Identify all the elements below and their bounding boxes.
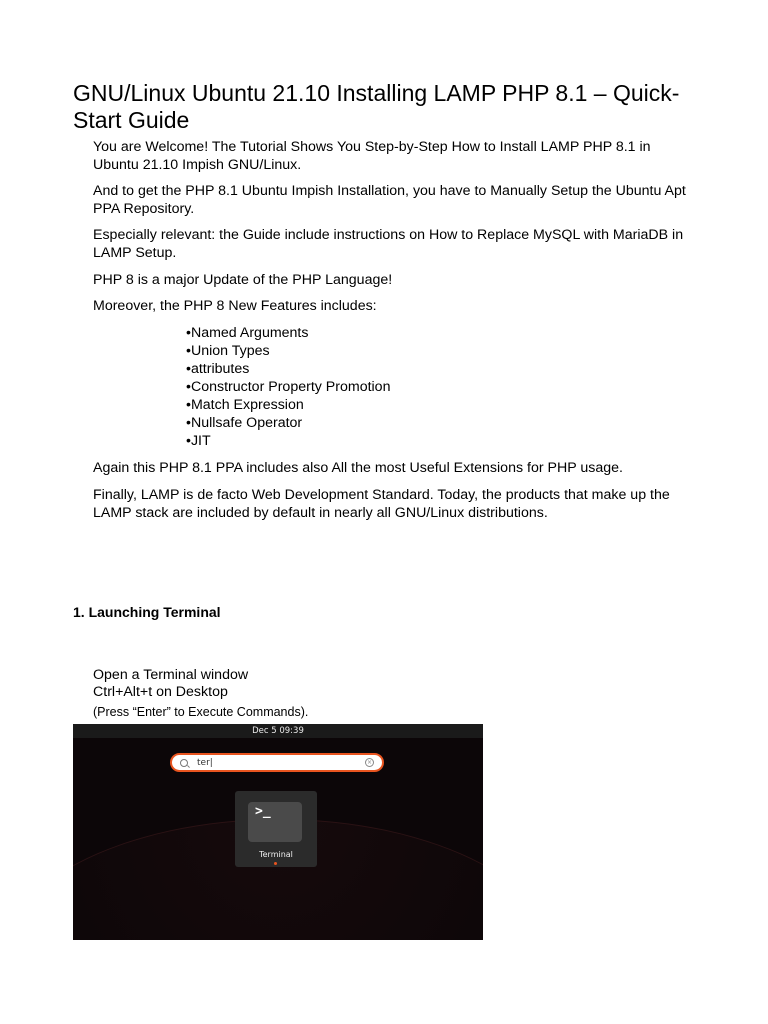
top-bar-clock: Dec 5 09:39 bbox=[73, 724, 483, 738]
list-item: •Nullsafe Operator bbox=[186, 415, 303, 431]
instruction-open-terminal: Open a Terminal window bbox=[93, 667, 249, 683]
features-intro-paragraph: Moreover, the PHP 8 New Features includes: bbox=[93, 298, 377, 314]
php8-paragraph: PHP 8 is a major Update of the PHP Language! bbox=[93, 272, 393, 288]
search-value: ter| bbox=[197, 758, 213, 768]
list-item: •Named Arguments bbox=[186, 325, 309, 341]
list-item: •Union Types bbox=[186, 343, 270, 359]
list-item: •attributes bbox=[186, 361, 250, 377]
app-label: Terminal bbox=[259, 850, 293, 859]
list-item: •JIT bbox=[186, 433, 211, 449]
extensions-paragraph: Again this PHP 8.1 PPA includes also All the most Useful Extensions for PHP usage. bbox=[93, 460, 623, 476]
document-title: GNU/Linux Ubuntu 21.10 Installing LAMP PHP 8.1 – Quick-Start Guide bbox=[73, 80, 680, 133]
instruction-note: (Press “Enter” to Execute Commands). bbox=[93, 705, 309, 719]
terminal-prompt-glyph: >_ bbox=[255, 804, 271, 819]
section-heading: 1. Launching Terminal bbox=[73, 604, 221, 620]
search-icon bbox=[180, 759, 188, 767]
ppa-paragraph: And to get the PHP 8.1 Ubuntu Impish Installation, you have to Manually Setup the Ubuntu Apt PPA Repository. bbox=[93, 183, 686, 217]
terminal-launch-screenshot bbox=[73, 724, 483, 940]
terminal-app-icon bbox=[248, 802, 302, 842]
features-list bbox=[186, 324, 390, 450]
running-indicator bbox=[274, 862, 277, 865]
list-item: •Constructor Property Promotion bbox=[186, 379, 391, 395]
list-item: •Match Expression bbox=[186, 397, 304, 413]
clear-icon[interactable]: × bbox=[366, 759, 373, 766]
intro-paragraph: You are Welcome! The Tutorial Shows You Step-by-Step How to Install LAMP PHP 8.1 in Ubuntu 21.10 Impish GNU/Linux. bbox=[93, 139, 651, 173]
terminal-app-tile[interactable] bbox=[235, 791, 317, 867]
lamp-standard-paragraph: Finally, LAMP is de facto Web Development Standard. Today, the products that make up the LAMP stack are included by default in nearly all GNU/Linux distributions. bbox=[93, 487, 670, 521]
mariadb-paragraph: Especially relevant: the Guide include instructions on How to Replace MySQL with MariaDB in LAMP Setup. bbox=[93, 227, 684, 261]
search-input[interactable] bbox=[170, 753, 384, 772]
instruction-shortcut: Ctrl+Alt+t on Desktop bbox=[93, 684, 228, 700]
